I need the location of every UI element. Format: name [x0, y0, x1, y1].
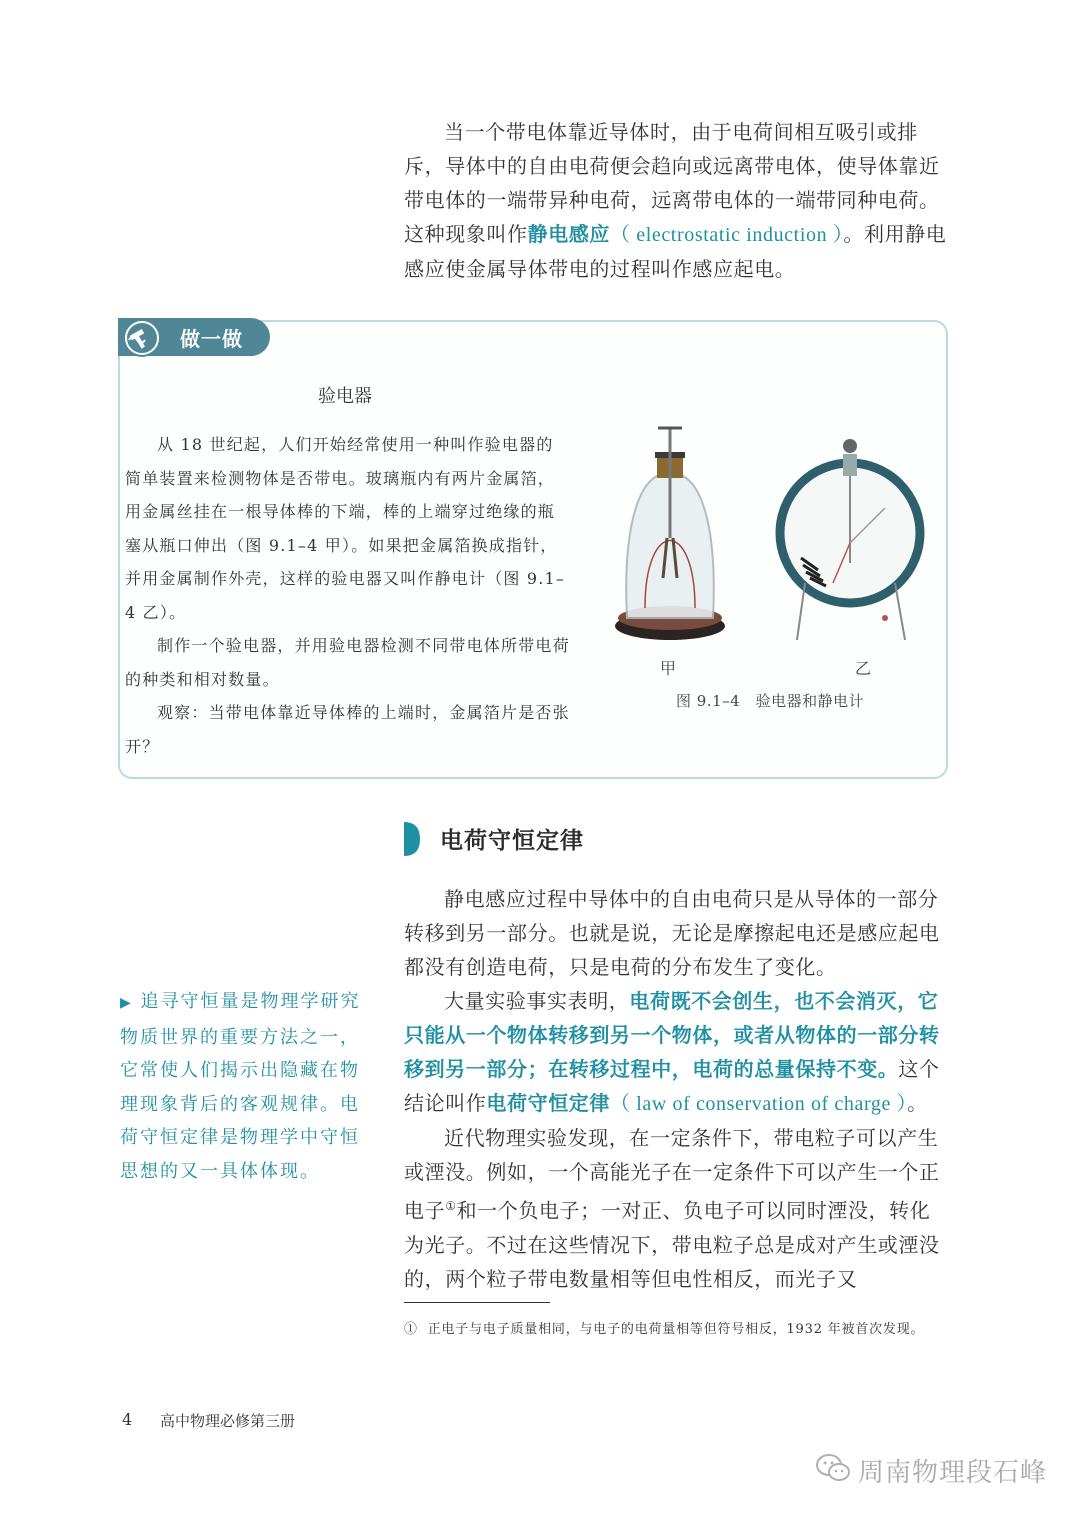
- margin-note: [120, 985, 370, 1188]
- activity-title: 验电器: [318, 386, 372, 407]
- activity-paragraph: 制作一个验电器，并用验电器检测不同带电体所带电荷的种类和相对数量。: [125, 636, 570, 689]
- figure-label-b: 乙: [855, 659, 872, 678]
- term-electrostatic-induction: 静电感应: [527, 222, 611, 246]
- electroscope-illustration: [615, 428, 725, 640]
- figure-caption: 图 9.1–4 验电器和静电计: [676, 692, 865, 710]
- figure-label-a: 甲: [660, 659, 677, 678]
- activity-paragraph: 观察：当带电体靠近导体棒的上端时，金属箔片是否张开？: [125, 703, 570, 756]
- wechat-icon: [815, 1452, 851, 1484]
- term-electrostatic-induction-en: （ electrostatic induction ）: [610, 224, 844, 246]
- activity-badge-label: 做一做: [180, 327, 243, 351]
- section-paragraph: [404, 1121, 949, 1296]
- intro-text-2: 。利用静电感应使金属导体带电的过程叫作感应起电。: [404, 222, 947, 281]
- footnote-text: 正电子与电子质量相同，与电子的电荷量相等但符号相反，1932 年被首次发现。: [427, 1322, 925, 1337]
- intro-text-1: 当一个带电体靠近导体时，由于电荷间相互吸引或排斥，导体中的自由电荷便会趋向或远离带电体，使导体靠近带电体的一端带异种电荷，远离带电体的一端带同种电荷。这种现象叫作: [404, 120, 940, 246]
- footnote-divider: [404, 1302, 550, 1303]
- intro-paragraph: [404, 115, 949, 286]
- text-span: 这个结论叫作: [404, 1057, 940, 1115]
- section-marker-icon: [404, 822, 420, 856]
- book-title: 高中物理必修第三册: [160, 1412, 296, 1430]
- activity-text: [125, 428, 570, 763]
- section-paragraph: [404, 984, 949, 1121]
- section-body: [404, 882, 949, 1296]
- conservation-statement: 电荷既不会创生，也不会消灭，它只能从一个物体转移到另一个物体，或者从物体的一部分转移到另一部分；在转移过程中，电荷的总量保持不变。: [404, 989, 940, 1081]
- section-paragraph: 静电感应过程中导体中的自由电荷只是从导体的一部分转移到另一部分。也就是说，无论是摩擦起电还是感应起电都没有创造电荷，只是电荷的分布发生了变化。: [404, 887, 940, 979]
- text-span: 近代物理实验发现，在一定条件下，带电粒子可以产生或湮没。例如，一个高能光子在一定条件下可以产生一个正电子: [404, 1126, 940, 1223]
- hammer-icon: [120, 318, 168, 358]
- text-span: 大量实验事实表明，: [444, 989, 630, 1013]
- footnote-reference: ①: [445, 1199, 457, 1213]
- footnote: [404, 1320, 949, 1340]
- text-span: 和一个负电子；一对正、负电子可以同时湮没，转化为光子。不过在这些情况下，带电粒子总是成对产生或湮没的，两个粒子带电数量相等但电性相反，而光子又: [404, 1198, 940, 1291]
- watermark-text: 周南物理段石峰: [858, 1458, 1048, 1488]
- triangle-icon: ▶: [120, 995, 133, 1011]
- figure-electroscope-electrometer: [605, 418, 925, 668]
- footnote-mark: ①: [404, 1322, 418, 1337]
- margin-note-text: 追寻守恒量是物理学研究物质世界的重要方法之一，它常使人们揭示出隐藏在物理现象背后的客观规律。电荷守恒定律是物理学中守恒思想的又一具体体现。: [120, 991, 361, 1182]
- page-number: 4: [122, 1410, 133, 1429]
- section-heading: 电荷守恒定律: [440, 828, 584, 854]
- text-span: 。: [907, 1091, 928, 1115]
- electrometer-illustration: [780, 439, 920, 640]
- activity-paragraph: 从 18 世纪起，人们开始经常使用一种叫作验电器的简单装置来检测物体是否带电。玻璃瓶内有两片金属箔，用金属丝挂在一根导体棒的下端，棒的上端穿过绝缘的瓶塞从瓶口伸出（图 9.1–4 甲）。如果把金属箔换成指针，并用金属制作外壳，这样的验电器又叫作静电计（图 9.1–4 乙）。: [125, 435, 566, 622]
- term-conservation-of-charge: 电荷守恒定律: [486, 1091, 611, 1115]
- term-conservation-of-charge-en: （ law of conservation of charge ）: [610, 1093, 908, 1115]
